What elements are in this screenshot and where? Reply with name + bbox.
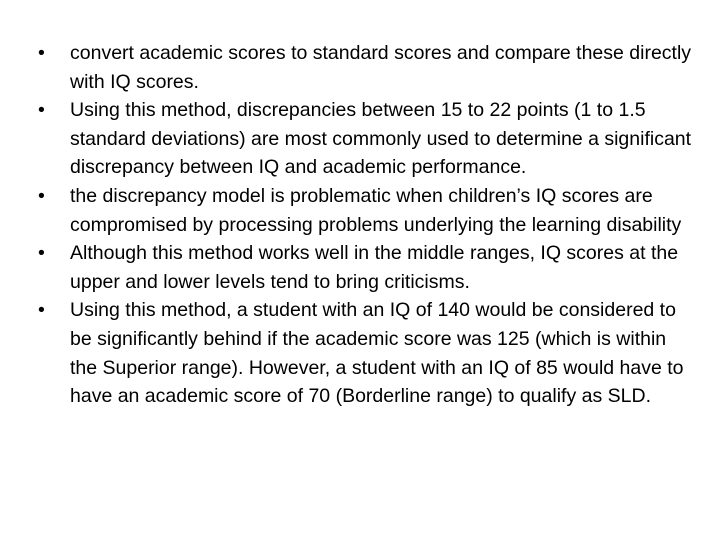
- bullet-list: [38, 39, 698, 411]
- bullet-text: Using this method, a student with an IQ of 140 would be considered to be significantly behind if the academic score was 125 (which is within the Superior range). However, a student with an IQ of 85 would have to have an academic score of 70 (Borderline range) to qualify as SLD.: [70, 299, 684, 408]
- bullet-icon: •: [38, 42, 45, 64]
- bullet-icon: •: [38, 99, 45, 122]
- bullet-text: convert academic scores to standard scores and compare these directly with IQ scores.: [70, 42, 692, 93]
- bullet-item: [38, 239, 698, 296]
- bullet-item: [38, 296, 698, 410]
- bullet-item: [38, 96, 698, 182]
- bullet-item: [38, 182, 698, 239]
- bullet-icon: •: [38, 299, 45, 322]
- bullet-item: [38, 39, 698, 96]
- bullet-icon: •: [38, 242, 45, 265]
- bullet-text: Using this method, discrepancies between 15 to 22 points (1 to 1.5 standard deviations) are most commonly used to determine a significant discrepancy between IQ and academic performance.: [70, 99, 692, 179]
- bullet-text: Although this method works well in the middle ranges, IQ scores at the upper and lower levels tend to bring criticisms.: [70, 242, 679, 293]
- bullet-icon: •: [38, 184, 45, 207]
- bullet-text: the discrepancy model is problematic when children’s IQ scores are compromised by processing problems underlying the learning disability: [70, 184, 682, 236]
